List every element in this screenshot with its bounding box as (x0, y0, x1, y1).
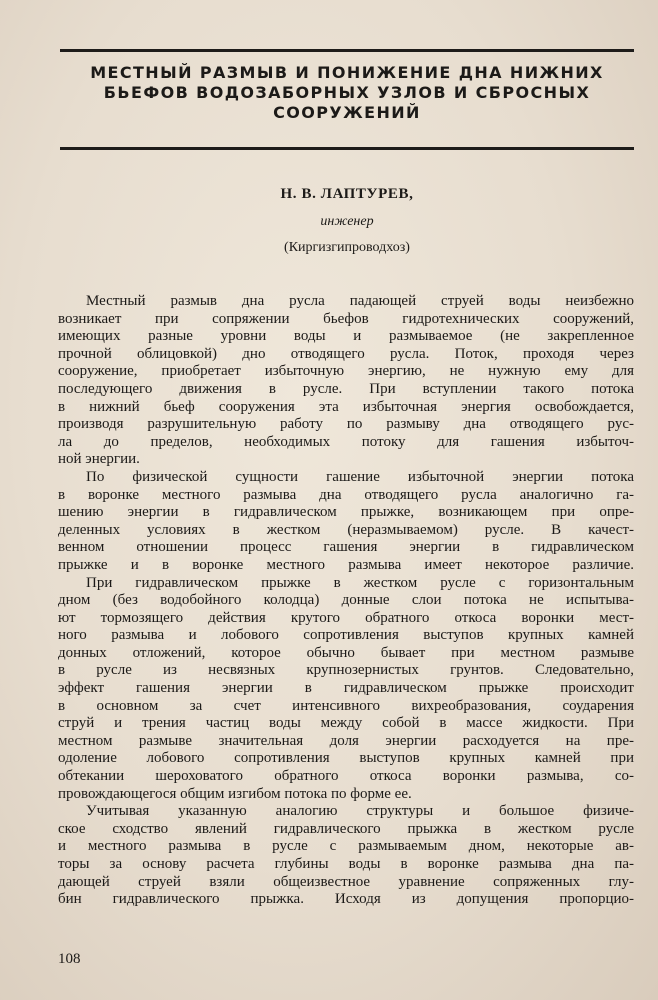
text-line: По физической сущности гашение избыточной энергии потока (86, 468, 634, 485)
text-line: ют тормозящего действия крутого обратного откоса воронки мест- (58, 609, 634, 626)
title-line: СООРУЖЕНИЙ (273, 103, 421, 122)
text-line: донных отложений, которое обычно бывает при местном размыве (58, 644, 634, 661)
title-line: МЕСТНЫЙ РАЗМЫВ И ПОНИЖЕНИЕ ДНА НИЖНИХ (90, 63, 604, 82)
text-line: обтекании шероховатого обратного откоса воронки размыва, со- (58, 768, 634, 785)
text-line: струй и трения частиц воды между собой в массе жидкости. При (58, 715, 634, 732)
text-line: одоление лобового сопротивления выступов крупных камней при (58, 750, 634, 767)
author-role: инженер (320, 214, 374, 229)
text-line: прыжке и в воронке местного размыва имеет некоторое различие. (58, 556, 634, 573)
author-organization: (Киргизгипроводхоз) (284, 240, 410, 255)
text-line: ское сходство явлений гидравлического прыжка в жестком русле (58, 820, 634, 837)
paragraph (58, 575, 634, 804)
author-name: Н. В. ЛАПТУРЕВ, (280, 186, 414, 202)
text-line: шению энергии в гидравлическом прыжке, возникающем при опре- (58, 504, 634, 521)
paragraph (58, 293, 634, 469)
paragraph (58, 469, 634, 575)
text-line: ла до пределов, необходимых потоку для гашения избыточ- (58, 433, 634, 450)
title-line: БЬЕФОВ ВОДОЗАБОРНЫХ УЗЛОВ И СБРОСНЫХ (103, 83, 591, 102)
text-line: местном размыве значительная доля энергии расходуется на пре- (58, 732, 634, 749)
text-line: и местного размыва в русле с размываемым дном, некоторые ав- (58, 838, 634, 855)
text-line: последующего движения в русле. При вступлении такого потока (58, 380, 634, 397)
text-line: Учитывая указанную аналогию структуры и большое физиче- (86, 803, 634, 820)
text-line: Местный размыв дна русла падающей струей воды неизбежно (86, 293, 634, 309)
page-number: 108 (58, 951, 81, 967)
text-line: ного размыва и лобового сопротивления выступов крупных камней (58, 627, 634, 644)
text-line: ной энергии. (58, 451, 140, 468)
text-line: провождающегося общим изгибом потока по форме ее. (58, 785, 412, 802)
text-line: венном отношении процесс гашения энергии в гидравлическом (58, 539, 634, 556)
text-line: возникает при сопряжении бьефов гидротехнических сооружений, (58, 310, 634, 327)
top-rule (60, 49, 634, 52)
text-line: в основном за счет интенсивного вихреобразования, соударения (58, 697, 634, 714)
text-line: эффект гашения энергии в гидравлическом прыжке происходит (58, 680, 634, 697)
text-line: в воронке местного размыва дна отводящего русла аналогично га- (58, 486, 634, 503)
text-line: дающей струей взяли общеизвестное уравнение сопряженных глу- (58, 873, 634, 890)
bottom-rule (60, 147, 634, 150)
text-line: в нижний бьеф сооружения эта избыточная энергия освобождается, (58, 398, 634, 415)
text-line: производя разрушительную работу по размыву дна отводящего рус- (58, 416, 634, 433)
text-line: дном (без водобойного колодца) донные слои потока не испытыва- (58, 592, 634, 609)
text-line: в русле из несвязных крупнозернистых грунтов. Следовательно, (58, 662, 634, 679)
text-line: деленных условиях в жестком (неразмываемом) русле. В качест- (58, 521, 634, 538)
text-line: сооружение, приобретает избыточную энергию, не нужную ему для (58, 363, 634, 380)
text-line: имеющих разные уровни воды и размываемое (не закрепленное (58, 328, 634, 345)
article-body (58, 293, 634, 909)
text-line: торы за основу расчета глубины воды в воронке размыва дна па- (58, 856, 634, 872)
text-line: При гидравлическом прыжке в жестком русле с горизонтальным (86, 574, 634, 591)
article-title (62, 63, 632, 123)
paragraph (58, 803, 634, 909)
text-line: бин гидравлического прыжка. Исходя из допущения пропорцио- (58, 891, 634, 908)
text-line: прочной облицовкой) дно отводящего русла. Поток, проходя через (58, 345, 634, 362)
